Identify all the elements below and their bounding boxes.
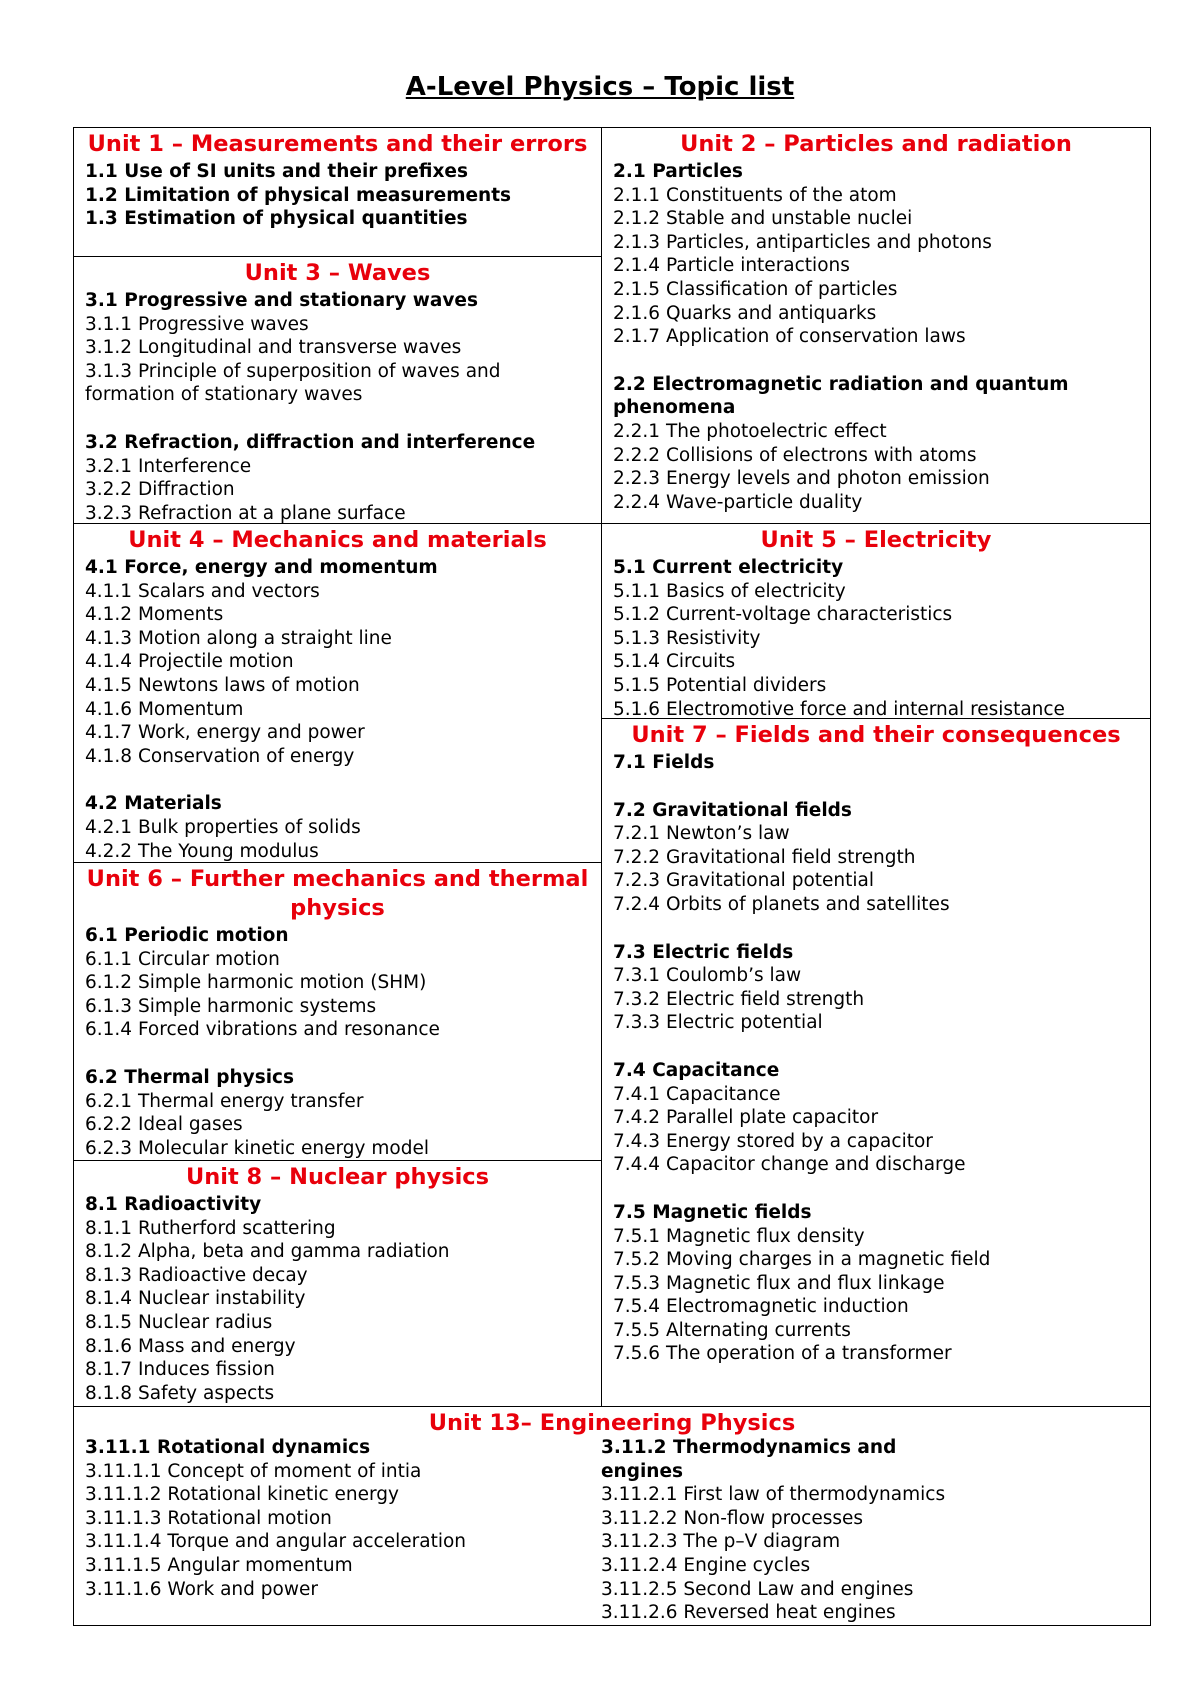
topic-item: 4.1.6 Momentum [85, 698, 244, 720]
topic-item: 5.1.1 Basics of electricity [613, 580, 846, 602]
topic-item: 5.1.2 Current-voltage characteristics [613, 604, 953, 626]
topic-item: 3.2.3 Refraction at a plane surface [85, 502, 406, 524]
topic-item: 2.2.2 Collisions of electrons with atoms [613, 444, 977, 466]
topic-item: 7.4.3 Energy stored by a capacitor [613, 1130, 933, 1152]
topic-item: 6.1.1 Circular motion [85, 948, 280, 970]
section-heading: 7.1 Fields [613, 752, 715, 773]
section-heading: 2.2 Electromagnetic radiation and quantum phenomena [613, 373, 1069, 419]
topic-item: 8.1.2 Alpha, beta and gamma radiation [85, 1241, 450, 1263]
topic-item: 7.5.3 Magnetic flux and flux linkage [613, 1272, 945, 1294]
topic-item: 6.1.4 Forced vibrations and resonance [85, 1019, 440, 1041]
section-heading: 4.1 Force, energy and momentum [85, 557, 438, 578]
topic-item: 2.1.2 Stable and unstable nuclei [613, 208, 913, 230]
topic-item: 3.11.2.1 First law of thermodynamics [601, 1484, 946, 1506]
topic-item: 7.3.2 Electric field strength [613, 988, 865, 1010]
section-heading: 6.2 Thermal physics [85, 1066, 295, 1088]
topic-item: 3.11.1.4 Torque and angular acceleration [85, 1531, 467, 1553]
unit-title: Unit 1 – Measurements and their errors [87, 131, 588, 157]
section-heading: 7.5 Magnetic fields [613, 1201, 812, 1223]
topic-item: 8.1.5 Nuclear radius [85, 1311, 273, 1333]
topic-item: 2.1.1 Constituents of the atom [613, 184, 897, 206]
topic-item: 3.1.1 Progressive waves [85, 313, 309, 335]
spacer [613, 1035, 1139, 1059]
topic-item: 3.2.2 Diffraction [85, 479, 235, 501]
unit-2-box [601, 127, 1151, 524]
topic-item: 2.2.1 The photoelectric effect [613, 420, 887, 442]
unit-title: Unit 8 – Nuclear physics [185, 1164, 490, 1190]
section-heading: 1.2 Limitation of physical measurements [85, 184, 512, 206]
topic-item: 2.2.4 Wave-particle duality [613, 491, 863, 513]
topic-item: 7.5.4 Electromagnetic induction [613, 1296, 909, 1318]
topic-item: 3.11.1.5 Angular momentum [85, 1554, 353, 1576]
unit-title: Unit 13– Engineering Physics [428, 1410, 796, 1436]
topic-item: 7.3.3 Electric potential [613, 1012, 823, 1034]
topic-item: 3.11.2.3 The p–V diagram [601, 1531, 841, 1553]
topic-item: 8.1.7 Induces fission [85, 1359, 275, 1381]
section-heading: 3.11.1 Rotational dynamics [85, 1437, 371, 1458]
topic-item: 7.4.1 Capacitance [613, 1083, 781, 1105]
topic-item: 4.1.2 Moments [85, 604, 224, 626]
topic-item: 2.2.3 Energy levels and photon emission [613, 468, 990, 490]
topic-item: 2.1.6 Quarks and antiquarks [613, 302, 877, 324]
topic-item: 2.1.5 Classification of particles [613, 278, 898, 300]
topic-item: 8.1.3 Radioactive decay [85, 1264, 308, 1286]
topic-item: 2.1.3 Particles, antiparticles and photons [613, 231, 992, 253]
topic-item: 4.2.1 Bulk properties of solids [85, 816, 361, 838]
topic-item: 4.1.7 Work, energy and power [85, 722, 365, 744]
unit-13-box [73, 1406, 1151, 1626]
topic-item: 5.1.6 Electromotive force and internal resistance [613, 698, 1065, 719]
topic-item: 8.1.1 Rutherford scattering [85, 1217, 336, 1239]
engineering-column [601, 1436, 946, 1625]
topic-item: 3.11.1.2 Rotational kinetic energy [85, 1484, 399, 1506]
topic-item: 7.4.2 Parallel plate capacitor [613, 1107, 879, 1129]
section-heading: 3.2 Refraction, diffraction and interference [85, 431, 536, 453]
topic-item: 7.2.3 Gravitational potential [613, 870, 874, 892]
topic-item: 7.5.5 Alternating currents [613, 1319, 851, 1341]
topic-item: 5.1.5 Potential dividers [613, 674, 827, 696]
topic-item: 7.5.1 Magnetic flux density [613, 1225, 865, 1247]
unit-4-box [73, 523, 602, 863]
engineering-column [85, 1436, 601, 1625]
topic-item: 4.1.8 Conservation of energy [85, 745, 355, 767]
unit-title: Unit 4 – Mechanics and materials [128, 527, 547, 553]
unit-3-box [73, 256, 602, 524]
topic-item: 4.1.5 Newtons laws of motion [85, 674, 360, 696]
section-heading: 8.1 Radioactivity [85, 1194, 262, 1215]
topic-item: 5.1.4 Circuits [613, 651, 736, 673]
spacer [613, 917, 1139, 941]
topic-item: 6.1.3 Simple harmonic systems [85, 995, 377, 1017]
topic-item: 8.1.4 Nuclear instability [85, 1288, 306, 1310]
topic-item: 3.2.1 Interference [85, 455, 252, 477]
spacer [85, 1042, 590, 1066]
section-heading: 7.4 Capacitance [613, 1059, 780, 1081]
topic-item: 3.11.2.6 Reversed heat engines [601, 1602, 896, 1624]
spacer [613, 349, 1139, 373]
topic-item: 8.1.8 Safety aspects [85, 1382, 275, 1404]
section-heading: 1.1 Use of SI units and their prefixes [85, 161, 468, 182]
topic-item: 3.1.2 Longitudinal and transverse waves [85, 337, 462, 359]
section-heading: 2.1 Particles [613, 161, 743, 182]
unit-title: Unit 3 – Waves [244, 260, 431, 286]
topic-item: 7.2.4 Orbits of planets and satellites [613, 893, 950, 915]
topic-item: 4.1.3 Motion along a straight line [85, 627, 392, 649]
topic-item: 8.1.6 Mass and energy [85, 1335, 296, 1357]
topic-item: 6.2.3 Molecular kinetic energy model [85, 1137, 429, 1159]
spacer [85, 407, 590, 431]
topic-item: 3.11.2.4 Engine cycles [601, 1554, 811, 1576]
topic-item: 5.1.3 Resistivity [613, 627, 761, 649]
unit-title: Unit 5 – Electricity [760, 527, 992, 553]
section-heading: 4.2 Materials [85, 793, 222, 815]
topic-item: 4.1.4 Projectile motion [85, 651, 294, 673]
unit-6-box [73, 862, 602, 1161]
topic-item: 6.2.2 Ideal gases [85, 1114, 243, 1136]
section-heading: 6.1 Periodic motion [85, 925, 289, 946]
topic-item: 7.3.1 Coulomb’s law [613, 965, 802, 987]
topic-item: 4.1.1 Scalars and vectors [85, 580, 320, 602]
topic-item: 3.11.1.6 Work and power [85, 1578, 318, 1600]
topic-item: 3.11.2.2 Non-flow processes [601, 1507, 864, 1529]
topic-item: 3.1.3 Principle of superposition of waves and formation of stationary waves [85, 360, 501, 406]
topic-item: 6.1.2 Simple harmonic motion (SHM) [85, 972, 427, 994]
topic-item: 7.2.2 Gravitational field strength [613, 846, 916, 868]
unit-7-box [601, 718, 1151, 1407]
topic-item: 7.5.6 The operation of a transformer [613, 1343, 952, 1365]
topic-item: 7.5.2 Moving charges in a magnetic field [613, 1249, 991, 1271]
topic-item: 2.1.7 Application of conservation laws [613, 326, 966, 348]
topic-item: 3.11.1.3 Rotational motion [85, 1507, 332, 1529]
spacer [85, 768, 590, 792]
unit-title: Unit 7 – Fields and their consequences [631, 722, 1121, 748]
unit-title: Unit 2 – Particles and radiation [680, 131, 1072, 157]
spacer [613, 775, 1139, 799]
section-heading: 7.3 Electric fields [613, 941, 794, 963]
unit-title: Unit 6 – Further mechanics and thermal physics [86, 866, 589, 921]
section-heading: 7.2 Gravitational fields [613, 799, 852, 821]
unit-1-box [73, 127, 602, 257]
topic-item: 7.2.1 Newton’s law [613, 823, 790, 845]
topic-item: 2.1.4 Particle interactions [613, 255, 850, 277]
section-heading: 3.1 Progressive and stationary waves [85, 290, 478, 311]
topic-item: 4.2.2 The Young modulus [85, 840, 319, 862]
section-heading: 1.3 Estimation of physical quantities [85, 208, 468, 230]
topic-item: 3.11.2.5 Second Law and engines [601, 1578, 914, 1600]
topic-item: 3.11.1.1 Concept of moment of intia [85, 1460, 422, 1482]
topic-item: 7.4.4 Capacitor change and discharge [613, 1154, 966, 1176]
spacer [613, 1177, 1139, 1201]
topic-item: 6.2.1 Thermal energy transfer [85, 1090, 364, 1112]
engineering-columns [85, 1436, 1139, 1625]
section-heading: 3.11.2 Thermodynamics and engines [601, 1437, 897, 1482]
section-heading: 5.1 Current electricity [613, 557, 844, 578]
unit-5-box [601, 523, 1151, 719]
page-title: A-Level Physics – Topic list [405, 72, 795, 102]
unit-8-box [73, 1160, 602, 1407]
